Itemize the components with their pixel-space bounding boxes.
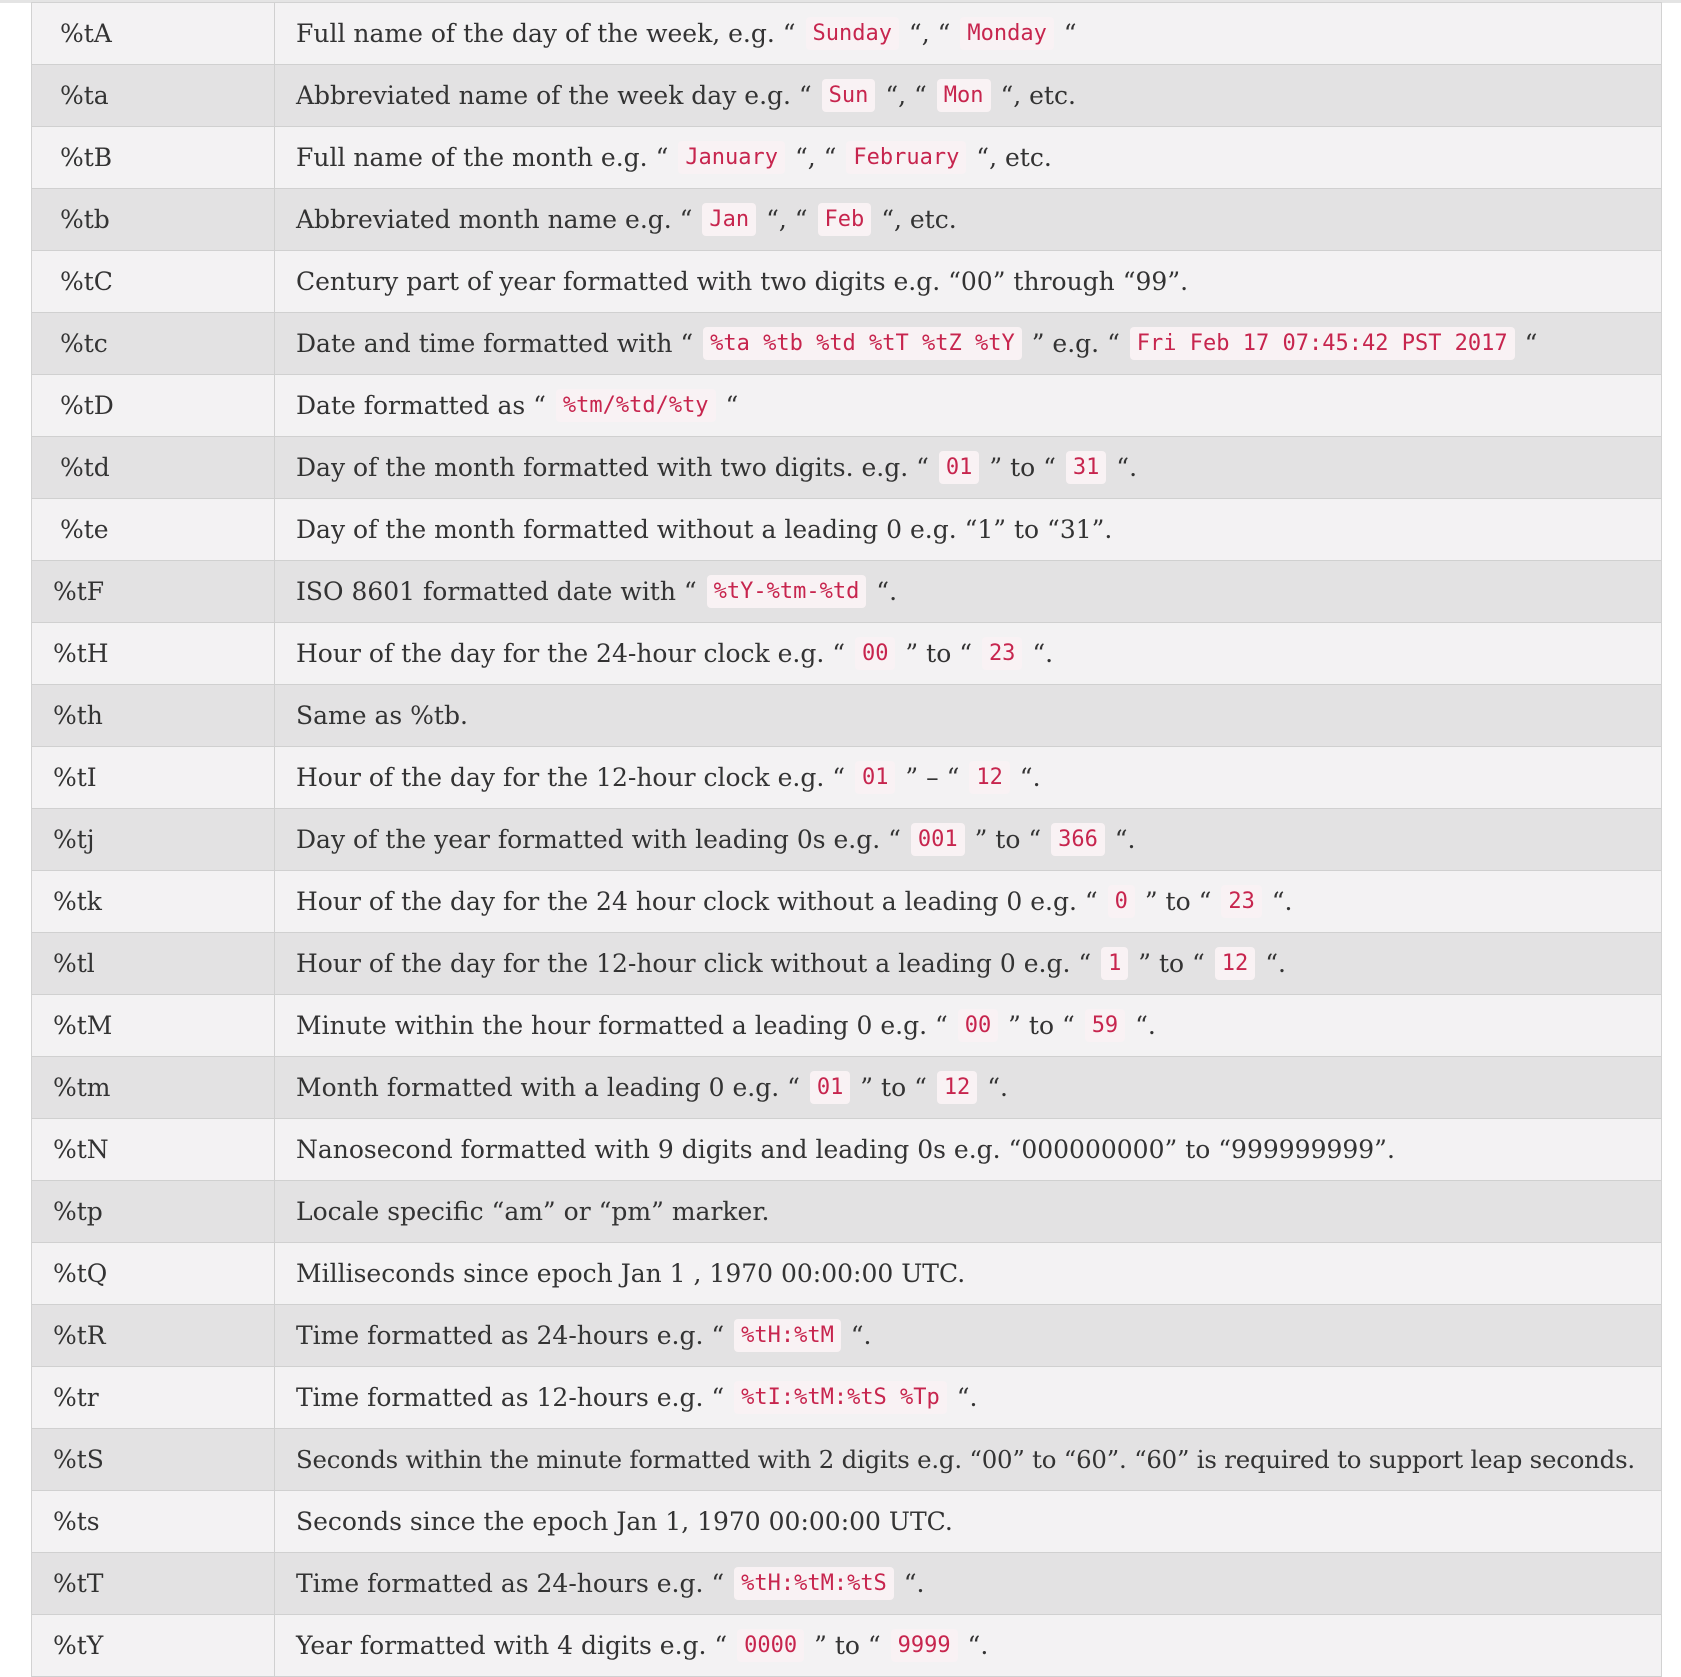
inline-code: 23 [1221, 885, 1262, 918]
description-cell [275, 499, 1661, 560]
table-row [32, 1305, 1661, 1367]
description-text: Hour of the day for the 24 hour clock without a leading 0 e.g. “ [296, 887, 1106, 916]
format-specifier-cell: %tY [32, 1615, 275, 1676]
description-text: “ [1516, 329, 1538, 358]
description-text: “, etc. [873, 205, 957, 234]
description-text: Year formatted with 4 digits e.g. “ [296, 1631, 736, 1660]
format-specifier-cell: %tl [32, 933, 275, 994]
description-text: “, etc. [992, 81, 1076, 110]
description-text: Date and time formatted with “ [296, 329, 702, 358]
inline-code: 366 [1051, 823, 1105, 856]
description-cell [275, 1491, 1661, 1552]
description-cell [275, 1181, 1661, 1242]
description-text: “. [1106, 825, 1136, 854]
inline-code: 1 [1101, 947, 1128, 980]
description-cell [275, 871, 1661, 932]
description-cell [275, 313, 1661, 374]
table-row [32, 1429, 1661, 1491]
format-specifier-table [31, 2, 1662, 1677]
description-text: “. [1024, 639, 1054, 668]
table-row [32, 1119, 1661, 1181]
format-specifier-cell: %te [32, 499, 275, 560]
description-text: Seconds within the minute formatted with 2 digits e.g. “00” to “60”. “60” is required to support leap seconds. [296, 1445, 1635, 1474]
description-text: ” – “ [897, 763, 968, 792]
inline-code: 01 [855, 761, 896, 794]
description-text: Abbreviated name of the week day e.g. “ [296, 81, 820, 110]
inline-code: 12 [969, 761, 1010, 794]
table-row [32, 313, 1661, 375]
description-text: “. [1108, 453, 1138, 482]
inline-code: February [846, 141, 966, 174]
format-specifier-cell: %tS [32, 1429, 275, 1490]
description-text: “, etc. [968, 143, 1052, 172]
inline-code: %tH:%tM [734, 1319, 841, 1352]
description-text: Day of the month formatted with two digits. e.g. “ [296, 453, 937, 482]
table-row [32, 1181, 1661, 1243]
table-row [32, 65, 1661, 127]
inline-code: Monday [960, 17, 1053, 50]
description-text: “. [1263, 887, 1293, 916]
format-specifier-cell: %ta [32, 65, 275, 126]
format-specifier-cell: %tB [32, 127, 275, 188]
description-text: “, “ [758, 205, 816, 234]
description-text: Month formatted with a leading 0 e.g. “ [296, 1073, 808, 1102]
description-text: ” to “ [897, 639, 980, 668]
description-text: “. [948, 1383, 978, 1412]
table-row [32, 1491, 1661, 1553]
description-cell [275, 933, 1661, 994]
table-row [32, 747, 1661, 809]
format-specifier-cell: %tF [32, 561, 275, 622]
table-row [32, 3, 1661, 65]
description-text: “. [868, 577, 898, 606]
inline-code: %tH:%tM:%tS [734, 1567, 894, 1600]
format-specifier-cell: %tk [32, 871, 275, 932]
format-specifier-cell: %tR [32, 1305, 275, 1366]
description-cell [275, 1429, 1661, 1490]
format-specifier-cell: %tc [32, 313, 275, 374]
description-text: Hour of the day for the 24-hour clock e.g. “ [296, 639, 853, 668]
inline-code: %tI:%tM:%tS %Tp [734, 1381, 947, 1414]
description-text: Time formatted as 24-hours e.g. “ [296, 1569, 733, 1598]
format-specifier-cell: %th [32, 685, 275, 746]
inline-code: Jan [702, 203, 756, 236]
inline-code: %tY-%tm-%td [707, 575, 867, 608]
inline-code: Feb [818, 203, 872, 236]
inline-code: 01 [810, 1071, 851, 1104]
description-text: Full name of the month e.g. “ [296, 143, 677, 172]
description-text: ” to “ [1130, 949, 1213, 978]
description-text: “. [1127, 1011, 1156, 1040]
table-row [32, 871, 1661, 933]
description-cell [275, 1367, 1661, 1428]
description-text: ” e.g. “ [1023, 329, 1128, 358]
format-specifier-cell: %tN [32, 1119, 275, 1180]
description-text: ” to “ [981, 453, 1064, 482]
table-row [32, 995, 1661, 1057]
description-cell [275, 1119, 1661, 1180]
description-text: “, “ [900, 19, 959, 48]
format-specifier-cell: %tI [32, 747, 275, 808]
inline-code: 0 [1108, 885, 1135, 918]
description-cell [275, 1057, 1661, 1118]
description-text: Abbreviated month name e.g. “ [296, 205, 701, 234]
format-specifier-cell: %td [32, 437, 275, 498]
format-specifier-cell: %tQ [32, 1243, 275, 1304]
description-text: Day of the year formatted with leading 0s e.g. “ [296, 825, 909, 854]
description-text: Hour of the day for the 12-hour click without a leading 0 e.g. “ [296, 949, 1100, 978]
description-text: Date formatted as “ [296, 391, 554, 420]
description-text: “. [895, 1569, 925, 1598]
description-text: ” to “ [1000, 1011, 1083, 1040]
description-text: Full name of the day of the week, e.g. “ [296, 19, 804, 48]
table-row [32, 437, 1661, 499]
description-text: Time formatted as 12-hours e.g. “ [296, 1383, 733, 1412]
description-text: ” to “ [852, 1073, 935, 1102]
inline-code: Mon [937, 79, 991, 112]
description-text: “, “ [787, 143, 845, 172]
description-cell [275, 375, 1661, 436]
inline-code: 00 [855, 637, 896, 670]
description-cell [275, 127, 1661, 188]
description-cell [275, 1243, 1661, 1304]
table-row [32, 561, 1661, 623]
description-text: Milliseconds since epoch Jan 1 , 1970 00:00:00 UTC. [296, 1259, 966, 1288]
inline-code: January [678, 141, 785, 174]
description-text: Same as %tb. [296, 701, 468, 730]
table-row [32, 1553, 1661, 1615]
table-row [32, 1243, 1661, 1305]
description-cell [275, 189, 1661, 250]
description-text: Locale specific “am” or “pm” marker. [296, 1197, 770, 1226]
description-cell [275, 437, 1661, 498]
description-cell [275, 251, 1661, 312]
description-cell [275, 995, 1661, 1056]
format-specifier-cell: %tD [32, 375, 275, 436]
table-row [32, 1057, 1661, 1119]
table-row [32, 189, 1661, 251]
description-text: Day of the month formatted without a leading 0 e.g. “1” to “31”. [296, 515, 1113, 544]
description-text: “ [1055, 19, 1077, 48]
inline-code: 00 [958, 1009, 999, 1042]
format-specifier-cell: %tr [32, 1367, 275, 1428]
description-text: “. [842, 1321, 872, 1350]
inline-code: Sun [822, 79, 876, 112]
format-specifier-cell: %tC [32, 251, 275, 312]
description-cell [275, 1305, 1661, 1366]
description-cell [275, 65, 1661, 126]
description-text: “, “ [877, 81, 935, 110]
description-text: Nanosecond formatted with 9 digits and leading 0s e.g. “000000000” to “999999999”. [296, 1135, 1395, 1164]
description-text: “ [717, 391, 739, 420]
description-text: ISO 8601 formatted date with “ [296, 577, 705, 606]
table-row [32, 499, 1661, 561]
inline-code: 9999 [891, 1629, 958, 1662]
format-specifier-cell: %ts [32, 1491, 275, 1552]
table-row [32, 375, 1661, 437]
format-specifier-cell: %tp [32, 1181, 275, 1242]
table-row [32, 251, 1661, 313]
description-text: ” to “ [806, 1631, 889, 1660]
inline-code: 12 [937, 1071, 978, 1104]
format-specifier-cell: %tM [32, 995, 275, 1056]
table-row [32, 685, 1661, 747]
inline-code: %ta %tb %td %tT %tZ %tY [703, 327, 1022, 360]
inline-code: 001 [911, 823, 965, 856]
description-cell [275, 561, 1661, 622]
description-text: ” to “ [1136, 887, 1220, 916]
format-specifier-cell: %tH [32, 623, 275, 684]
description-text: Time formatted as 24-hours e.g. “ [296, 1321, 733, 1350]
inline-code: Fri Feb 17 07:45:42 PST 2017 [1130, 327, 1515, 360]
description-text: Century part of year formatted with two digits e.g. “00” through “99”. [296, 267, 1189, 296]
inline-code: 23 [982, 637, 1023, 670]
table-row [32, 127, 1661, 189]
description-cell [275, 685, 1661, 746]
description-text: Minute within the hour formatted a leading 0 e.g. “ [296, 1011, 956, 1040]
description-text: Seconds since the epoch Jan 1, 1970 00:00:00 UTC. [296, 1507, 953, 1536]
inline-code: 12 [1215, 947, 1256, 980]
format-specifier-cell: %tT [32, 1553, 275, 1614]
table-row [32, 933, 1661, 995]
table-row [32, 623, 1661, 685]
description-cell [275, 623, 1661, 684]
description-text: “. [1011, 763, 1041, 792]
description-text: “. [1257, 949, 1286, 978]
table-row [32, 1615, 1661, 1677]
description-text: ” to “ [966, 825, 1050, 854]
description-cell [275, 3, 1661, 64]
table-row [32, 809, 1661, 871]
inline-code: 0000 [737, 1629, 804, 1662]
description-text: Hour of the day for the 12-hour clock e.g. “ [296, 763, 853, 792]
description-text: “. [959, 1631, 989, 1660]
description-text: “. [979, 1073, 1008, 1102]
format-specifier-cell: %tm [32, 1057, 275, 1118]
table-row [32, 1367, 1661, 1429]
inline-code: 31 [1066, 451, 1107, 484]
format-specifier-cell: %tj [32, 809, 275, 870]
description-cell [275, 747, 1661, 808]
inline-code: 01 [939, 451, 980, 484]
description-cell [275, 809, 1661, 870]
inline-code: %tm/%td/%ty [556, 389, 716, 422]
description-cell [275, 1615, 1661, 1676]
description-cell [275, 1553, 1661, 1614]
format-specifier-cell: %tA [32, 3, 275, 64]
format-specifier-cell: %tb [32, 189, 275, 250]
inline-code: Sunday [806, 17, 899, 50]
inline-code: 59 [1085, 1009, 1126, 1042]
